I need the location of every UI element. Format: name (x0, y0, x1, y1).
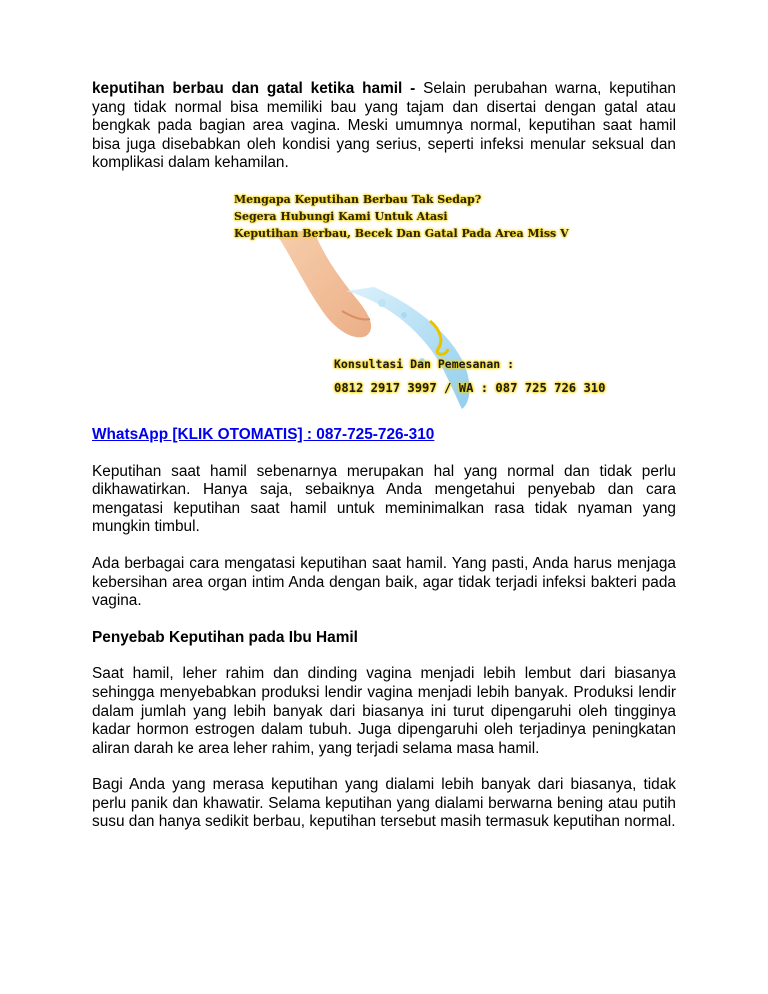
whatsapp-link[interactable]: WhatsApp [KLIK OTOMATIS] : 087-725-726-310 (92, 425, 435, 443)
intro-bold-lead: keputihan berbau dan gatal ketika hamil - (92, 80, 416, 97)
paragraph-4: Bagi Anda yang merasa keputihan yang dialami lebih banyak dari biasanya, tidak perlu panik dan khawatir. Selama keputihan yang dialami berwarna bening atau putih susu dan hanya sedikit berbau, keputihan tersebut masih termasuk keputihan normal. (92, 776, 676, 831)
paragraph-1: Keputihan saat hamil sebenarnya merupakan hal yang normal dan tidak perlu dikhawatirkan. Hanya saja, sebaiknya Anda mengetahui penyebab dan cara mengatasi keputihan saat hamil untuk meminimalkan rasa tidak nyaman yang mungkin timbul. (92, 462, 676, 536)
intro-text: Selain perubahan warna, keputihan yang tidak normal bisa memiliki bau yang tajam dan disertai dengan gatal atau bengkak pada bagian area vagina. Meski umumnya normal, keputihan saat hamil bisa juga disebabkan oleh kondisi yang serius, seperti infeksi menular seksual dan komplikasi dalam kehamilan. (92, 80, 676, 172)
paragraph-2: Ada berbagai cara mengatasi keputihan saat hamil. Yang pasti, Anda harus menjaga kebersihan area organ intim Anda dengan baik, agar tidak terjadi infeksi bakteri pada vagina. (92, 554, 676, 610)
paragraph-3: Saat hamil, leher rahim dan dinding vagina menjadi lebih lembut dari biasanya sehingga menyebabkan produksi lendir vagina menjadi lebih banyak. Produksi lendir dalam jumlah yang lebih banyak dari biasanya ini turut dipengaruhi oleh tingginya kadar hormon estrogen dalam tubuh. Juga dipengaruhi oleh terjadinya peningkatan aliran darah ke area leher rahim, yang terjadi selama masa hamil. (92, 665, 676, 757)
promo-line-2: Segera Hubungi Kami Untuk Atasi (234, 209, 448, 223)
promo-image (234, 191, 606, 413)
intro-paragraph (92, 80, 676, 173)
document-page (92, 70, 676, 832)
promo-contact-label: Konsultasi Dan Pemesanan : (334, 356, 515, 371)
promo-line-1: Mengapa Keputihan Berbau Tak Sedap? (234, 192, 482, 206)
promo-line-3: Keputihan Berbau, Becek Dan Gatal Pada Area Miss V (234, 226, 569, 240)
section-heading: Penyebab Keputihan pada Ibu Hamil (92, 628, 358, 646)
promo-contact-numbers: 0812 2917 3997 / WA : 087 725 726 310 (334, 380, 606, 395)
